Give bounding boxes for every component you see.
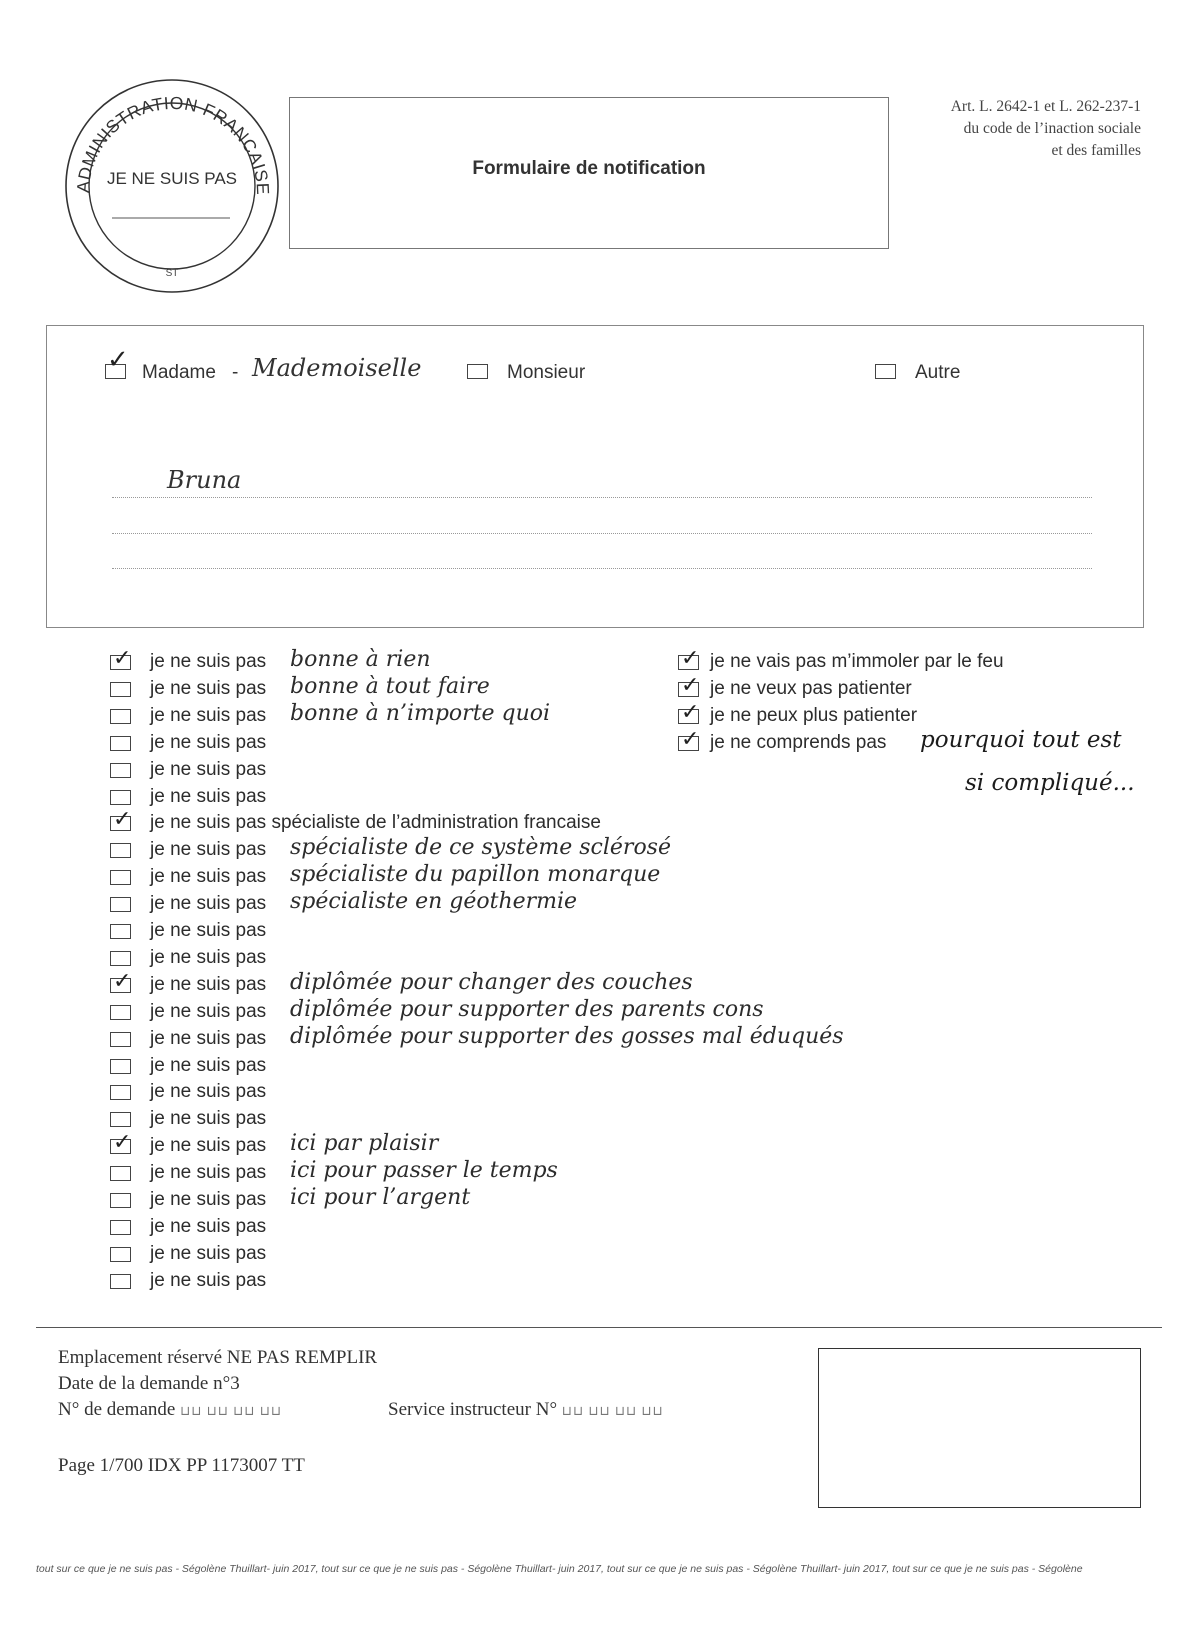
checklist-label: je ne suis pas <box>150 651 267 672</box>
handwritten-civility: Mademoiselle <box>252 354 422 382</box>
checklist-label: je ne suis pas <box>150 1081 267 1103</box>
check-mark-icon: ✓ <box>107 344 129 374</box>
checklist-label: je ne suis pas <box>150 1054 267 1076</box>
request-number-boxes[interactable]: ⊔⊔ ⊔⊔ ⊔⊔ ⊔⊔ <box>180 1403 282 1418</box>
checklist-label: je ne suis pas <box>150 785 267 807</box>
checklist-label: je ne suis pas <box>150 1189 267 1210</box>
request-number-label: N° de demande <box>58 1399 176 1420</box>
check-mark-icon: ✓ <box>113 806 132 832</box>
checklist-checkbox[interactable] <box>110 1112 131 1127</box>
legal-line: et des familles <box>1051 142 1141 159</box>
checklist-checkbox[interactable] <box>110 924 131 939</box>
checklist-checkbox[interactable] <box>110 682 131 697</box>
administration-stamp <box>62 75 282 297</box>
service-number <box>388 1399 664 1421</box>
checklist-label: je ne suis pas <box>150 1027 267 1049</box>
checklist-checkbox[interactable] <box>110 1274 131 1289</box>
checklist-checkbox[interactable] <box>110 736 131 751</box>
check-mark-icon: ✓ <box>113 645 132 670</box>
checklist-label: je ne suis pas <box>150 758 267 780</box>
checklist-label: je ne suis pas <box>150 704 267 726</box>
checklist-checkbox[interactable] <box>110 1220 131 1235</box>
service-number-label: Service instructeur N° <box>388 1399 558 1420</box>
form-title: Formulaire de notification <box>472 158 706 179</box>
checklist-checkbox[interactable] <box>110 1247 131 1262</box>
stamp-arc-text: ADMINISTRATION FRANCAISE <box>72 92 274 196</box>
legal-line: du code de l’inaction sociale <box>963 120 1141 137</box>
checklist-checkbox[interactable] <box>110 1032 131 1047</box>
legal-reference <box>951 96 1141 162</box>
handwritten-entry: bonne à tout faire <box>290 673 490 699</box>
name-line[interactable] <box>112 533 1092 534</box>
checklist-label: je ne suis pas <box>150 1108 267 1130</box>
checklist-label: je ne suis pas <box>150 731 267 753</box>
checklist-checkbox[interactable] <box>110 1005 131 1020</box>
service-number-boxes[interactable]: ⊔⊔ ⊔⊔ ⊔⊔ ⊔⊔ <box>561 1403 664 1418</box>
checklist-label: je ne suis pas <box>150 1162 267 1184</box>
check-mark-icon: ✓ <box>113 1129 132 1155</box>
handwritten-entry: bonne à n’importe quoi <box>290 700 551 726</box>
checklist-label: je ne suis pas <box>150 893 267 915</box>
handwritten-entry: ici pour l’argent <box>290 1185 471 1210</box>
handwritten-entry: spécialiste du papillon monarque <box>290 862 661 888</box>
handwritten-entry: ici par plaisir <box>290 1131 439 1157</box>
name-line[interactable] <box>112 497 1092 498</box>
checklist-label: je ne suis pas <box>150 1135 267 1157</box>
checklist-label: je ne suis pas <box>150 1269 267 1291</box>
legal-line: Art. L. 2642-1 et L. 262-237-1 <box>950 98 1141 115</box>
handwritten-entry: diplômée pour supporter des gosses mal éduqués <box>290 1023 844 1049</box>
reserved-notice: Emplacement réservé NE PAS REMPLIR <box>58 1347 378 1368</box>
handwritten-note: pourquoi tout est <box>920 727 1122 753</box>
checklist-label: je ne suis pas <box>150 1000 267 1022</box>
name-line[interactable] <box>112 568 1092 569</box>
stamp-bottom-text: ST <box>165 268 179 279</box>
checklist-checkbox[interactable] <box>110 790 131 805</box>
checklist-label: je ne suis pas <box>150 920 267 941</box>
right-checklist-label: je ne comprends pas <box>710 732 887 753</box>
checklist-label: je ne suis pas <box>150 866 267 888</box>
check-mark-icon: ✓ <box>681 726 700 751</box>
checklist-checkbox[interactable] <box>110 951 131 966</box>
madame-label: Madame <box>142 362 216 383</box>
civility-separator: - <box>232 362 239 383</box>
check-mark-icon: ✓ <box>681 699 700 724</box>
request-number <box>58 1399 282 1421</box>
right-checklist-label: je ne veux pas patienter <box>710 678 912 699</box>
checklist-checkbox[interactable] <box>110 870 131 885</box>
handwritten-entry: diplômée pour supporter des parents cons <box>290 996 764 1022</box>
autre-checkbox[interactable] <box>875 364 896 379</box>
checklist-label: je ne suis pas <box>150 1242 267 1264</box>
monsieur-label: Monsieur <box>507 362 586 383</box>
credit-line <box>36 1563 1166 1575</box>
page-reference: Page 1/700 IDX PP 1173007 TT <box>58 1455 305 1476</box>
checklist-checkbox[interactable] <box>110 1059 131 1074</box>
checklist-checkbox[interactable] <box>110 763 131 778</box>
handwritten-name: Bruna <box>167 466 242 494</box>
checklist-checkbox[interactable] <box>110 843 131 858</box>
handwritten-entry: spécialiste de ce système sclérosé <box>290 835 671 861</box>
autre-label: Autre <box>915 362 961 383</box>
checklist-checkbox[interactable] <box>110 1085 131 1100</box>
right-checklist-label: je ne vais pas m’immoler par le feu <box>710 651 1004 672</box>
identity-section <box>46 325 1144 628</box>
handwritten-entry: bonne à rien <box>290 647 431 672</box>
handwritten-entry: spécialiste en géothermie <box>290 889 578 915</box>
request-date: Date de la demande n°3 <box>58 1373 240 1394</box>
form-title-box <box>289 97 889 249</box>
checklist-checkbox[interactable] <box>110 709 131 724</box>
check-mark-icon: ✓ <box>681 645 700 670</box>
handwritten-note: si compliqué... <box>965 770 1135 796</box>
checklist-label: je ne suis pas <box>150 973 267 995</box>
checklist-label: je ne suis pas <box>150 677 267 699</box>
checklist-label: je ne suis pas <box>150 1215 267 1237</box>
check-mark-icon: ✓ <box>681 672 700 697</box>
reserved-box <box>818 1348 1141 1508</box>
handwritten-entry: ici pour passer le temps <box>290 1158 558 1184</box>
handwritten-entry: diplômée pour changer des couches <box>290 969 693 995</box>
footer-divider <box>36 1327 1162 1328</box>
checklist-label: je ne suis pas <box>150 946 267 968</box>
checklist-label: je ne suis pas spécialiste de l’administration francaise <box>150 812 601 834</box>
stamp-center-text: JE NE SUIS PAS <box>106 169 238 188</box>
checklist-label: je ne suis pas <box>150 839 267 861</box>
monsieur-checkbox[interactable] <box>467 364 488 379</box>
check-mark-icon: ✓ <box>113 967 132 993</box>
checklist-checkbox[interactable] <box>110 897 131 912</box>
checklist-checkbox[interactable] <box>110 1166 131 1181</box>
credit-text: tout sur ce que je ne suis pas - Ségolène Thuillart- juin 2017, tout sur ce que je ne suis pas - Ségolène Thuillart- juin 2017, tout sur ce que je ne suis pas - Ségolène Thuillart- juin 2017, tout sur ce que je ne suis pas - Ségolène <box>36 1563 1083 1575</box>
right-checklist-label: je ne peux plus patienter <box>710 705 918 726</box>
checklist-checkbox[interactable] <box>110 1193 131 1208</box>
